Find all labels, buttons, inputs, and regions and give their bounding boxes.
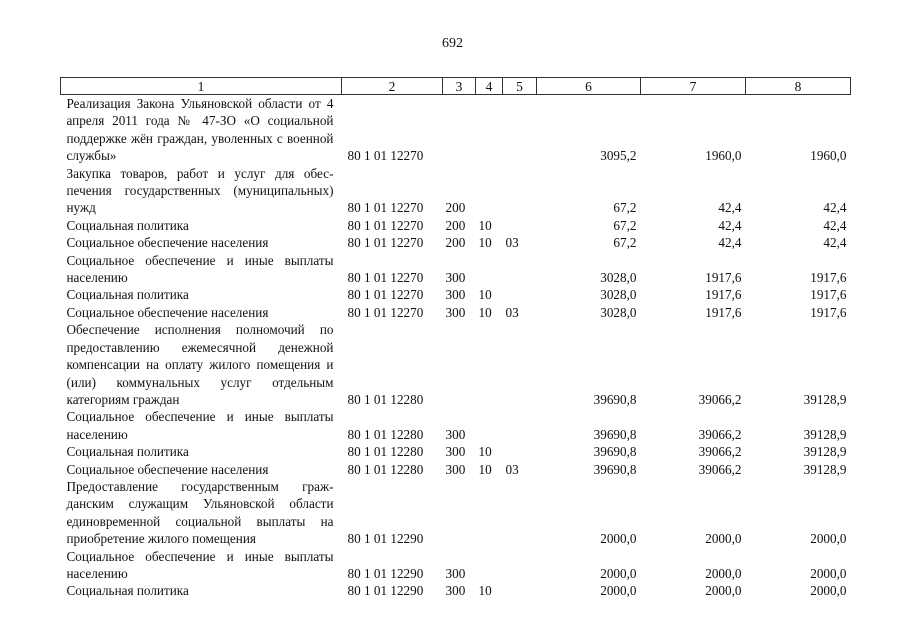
row-pr-cell — [503, 478, 537, 548]
row-rz-cell — [476, 165, 503, 217]
row-rz-cell: 10 — [478, 583, 492, 599]
row-value-6-cell: 67,2 — [613, 217, 637, 233]
table-row — [61, 234, 851, 251]
row-name-cell: Социальная политика — [66, 583, 189, 599]
row-code-cell: 80 1 01 12270 — [347, 200, 424, 216]
row-vr-cell: 300 — [445, 304, 466, 320]
table-row — [61, 443, 851, 460]
header-row — [61, 78, 851, 95]
row-name-cell: Социальное обеспечение населения — [66, 461, 269, 477]
row-vr-cell: 300 — [445, 270, 466, 286]
row-value-7-cell: 42,4 — [718, 217, 742, 233]
column-header-6: 6 — [537, 78, 641, 95]
table-row — [61, 461, 851, 478]
row-value-8-cell: 1917,6 — [810, 287, 847, 303]
row-name-cell: Социальная политика — [66, 287, 189, 303]
row-name-cell: Социальная политика — [66, 217, 189, 233]
row-value-8-cell: 42,4 — [823, 200, 847, 216]
row-pr-cell: 03 — [505, 304, 519, 320]
row-vr-cell: 200 — [445, 235, 466, 251]
row-pr-cell — [503, 548, 537, 583]
row-code-cell: 80 1 01 12270 — [347, 287, 424, 303]
row-vr-cell: 300 — [445, 287, 466, 303]
column-header-3: 3 — [443, 78, 476, 95]
row-value-7-cell: 39066,2 — [698, 444, 742, 460]
row-code-cell: 80 1 01 12270 — [347, 235, 424, 251]
row-value-7-cell: 1917,6 — [705, 304, 742, 320]
page-number: 692 — [442, 36, 463, 51]
row-vr-cell: 300 — [445, 583, 466, 599]
row-value-8-cell: 1917,6 — [810, 270, 847, 286]
row-value-8-cell: 2000,0 — [810, 565, 847, 581]
table-row — [61, 165, 851, 217]
row-rz-cell: 10 — [478, 287, 492, 303]
row-value-6-cell: 39690,8 — [593, 391, 637, 407]
column-header-4: 4 — [476, 78, 503, 95]
row-value-8-cell: 2000,0 — [810, 531, 847, 547]
table-row — [61, 478, 851, 548]
column-header-1: 1 — [61, 78, 342, 95]
row-pr-cell — [503, 217, 537, 234]
table-row — [61, 95, 851, 165]
row-name-cell: Социальное обеспечение и иные выплаты населению — [66, 409, 334, 442]
row-value-6-cell: 3028,0 — [600, 270, 637, 286]
row-value-6-cell: 3095,2 — [600, 148, 637, 164]
row-value-7-cell: 1917,6 — [705, 270, 742, 286]
table-row — [61, 408, 851, 443]
row-code-cell: 80 1 01 12290 — [347, 583, 424, 599]
budget-table — [60, 77, 851, 600]
row-name-cell: Социальное обеспечение и иные выплаты населению — [66, 252, 334, 286]
row-code-cell: 80 1 01 12280 — [347, 391, 424, 407]
row-code-cell: 80 1 01 12270 — [347, 217, 424, 233]
row-code-cell: 80 1 01 12270 — [347, 270, 424, 286]
row-vr-cell: 300 — [445, 426, 466, 442]
row-value-8-cell: 1917,6 — [810, 304, 847, 320]
row-value-6-cell: 3028,0 — [600, 304, 637, 320]
row-rz-cell — [476, 95, 503, 165]
row-value-8-cell: 42,4 — [823, 235, 847, 251]
row-value-7-cell: 2000,0 — [705, 583, 742, 599]
row-value-7-cell: 1917,6 — [705, 287, 742, 303]
row-code-cell: 80 1 01 12280 — [347, 426, 424, 442]
row-rz-cell: 10 — [478, 304, 492, 320]
row-value-8-cell: 1960,0 — [810, 148, 847, 164]
column-header-8: 8 — [746, 78, 851, 95]
row-rz-cell: 10 — [478, 444, 492, 460]
row-name-cell: Обеспечение исполнения полномочий по предоставлению ежемесячной денежной компенсации на оплату жилого помещения и (или) коммунальных услуг отдельным категориям граждан — [66, 322, 334, 407]
row-value-7-cell: 42,4 — [718, 235, 742, 251]
row-vr-cell: 200 — [445, 217, 466, 233]
table-row — [61, 286, 851, 303]
row-vr-cell: 300 — [445, 444, 466, 460]
row-pr-cell — [503, 321, 537, 408]
table-row — [61, 217, 851, 234]
row-code-cell: 80 1 01 12270 — [347, 148, 424, 164]
row-value-8-cell: 39128,9 — [803, 391, 847, 407]
row-rz-cell: 10 — [478, 235, 492, 251]
row-vr-cell — [443, 321, 476, 408]
table-row — [61, 252, 851, 287]
row-value-6-cell: 39690,8 — [593, 444, 637, 460]
row-code-cell: 80 1 01 12290 — [347, 531, 424, 547]
row-vr-cell: 300 — [445, 565, 466, 581]
row-name-cell: Социальное обеспечение и иные выплаты населению — [66, 548, 334, 581]
row-value-6-cell: 67,2 — [613, 235, 637, 251]
row-rz-cell: 10 — [478, 461, 492, 477]
row-value-6-cell: 67,2 — [613, 200, 637, 216]
row-pr-cell — [503, 95, 537, 165]
row-value-7-cell: 39066,2 — [698, 461, 742, 477]
row-vr-cell: 200 — [445, 200, 466, 216]
row-name-cell: Социальное обеспечение населения — [66, 304, 269, 320]
column-header-2: 2 — [342, 78, 443, 95]
row-pr-cell — [503, 443, 537, 460]
row-value-8-cell: 42,4 — [823, 217, 847, 233]
row-value-7-cell: 1960,0 — [705, 148, 742, 164]
row-rz-cell — [476, 252, 503, 287]
row-value-8-cell: 39128,9 — [803, 461, 847, 477]
row-rz-cell — [476, 321, 503, 408]
row-value-8-cell: 39128,9 — [803, 426, 847, 442]
row-pr-cell: 03 — [505, 461, 519, 477]
row-vr-cell — [443, 95, 476, 165]
row-code-cell: 80 1 01 12290 — [347, 565, 424, 581]
row-value-7-cell: 39066,2 — [698, 426, 742, 442]
row-value-6-cell: 39690,8 — [593, 426, 637, 442]
row-vr-cell — [443, 478, 476, 548]
row-pr-cell — [503, 408, 537, 443]
column-header-7: 7 — [641, 78, 746, 95]
row-value-7-cell: 42,4 — [718, 200, 742, 216]
row-name-cell: Социальная политика — [66, 444, 189, 460]
row-pr-cell — [503, 252, 537, 287]
row-rz-cell — [476, 408, 503, 443]
table-row — [61, 582, 851, 599]
row-name-cell: Закупка товаров, работ и услуг для обеспечения государственных (муниципальных) нужд — [66, 165, 334, 216]
row-value-7-cell: 39066,2 — [698, 391, 742, 407]
row-code-cell: 80 1 01 12270 — [347, 304, 424, 320]
table-body — [61, 95, 851, 600]
row-value-7-cell: 2000,0 — [705, 565, 742, 581]
row-rz-cell — [476, 548, 503, 583]
row-name-cell: Социальное обеспечение населения — [66, 235, 269, 251]
row-name-cell: Реализация Закона Ульяновской области от 4 апреля 2011 года № 47-ЗО «О социальной поддержке жён граждан, уволенных с военной службы» — [66, 96, 334, 164]
row-value-6-cell: 39690,8 — [593, 461, 637, 477]
row-value-8-cell: 2000,0 — [810, 583, 847, 599]
row-code-cell: 80 1 01 12280 — [347, 461, 424, 477]
row-value-8-cell: 39128,9 — [803, 444, 847, 460]
row-code-cell: 80 1 01 12280 — [347, 444, 424, 460]
column-header-5: 5 — [503, 78, 537, 95]
row-value-7-cell: 2000,0 — [705, 531, 742, 547]
row-pr-cell — [503, 286, 537, 303]
row-vr-cell: 300 — [445, 461, 466, 477]
row-pr-cell — [503, 165, 537, 217]
row-rz-cell: 10 — [478, 217, 492, 233]
row-name-cell: Предоставление государственным гражданским служащим Ульяновской области единовременной социальной выплаты на приобретение жилого помещения — [66, 478, 334, 547]
row-rz-cell — [476, 478, 503, 548]
row-value-6-cell: 2000,0 — [600, 565, 637, 581]
row-value-6-cell: 2000,0 — [600, 531, 637, 547]
row-pr-cell: 03 — [505, 235, 519, 251]
row-value-6-cell: 2000,0 — [600, 583, 637, 599]
row-value-6-cell: 3028,0 — [600, 287, 637, 303]
row-pr-cell — [503, 582, 537, 599]
table-row — [61, 304, 851, 321]
table-row — [61, 321, 851, 408]
table-row — [61, 548, 851, 583]
